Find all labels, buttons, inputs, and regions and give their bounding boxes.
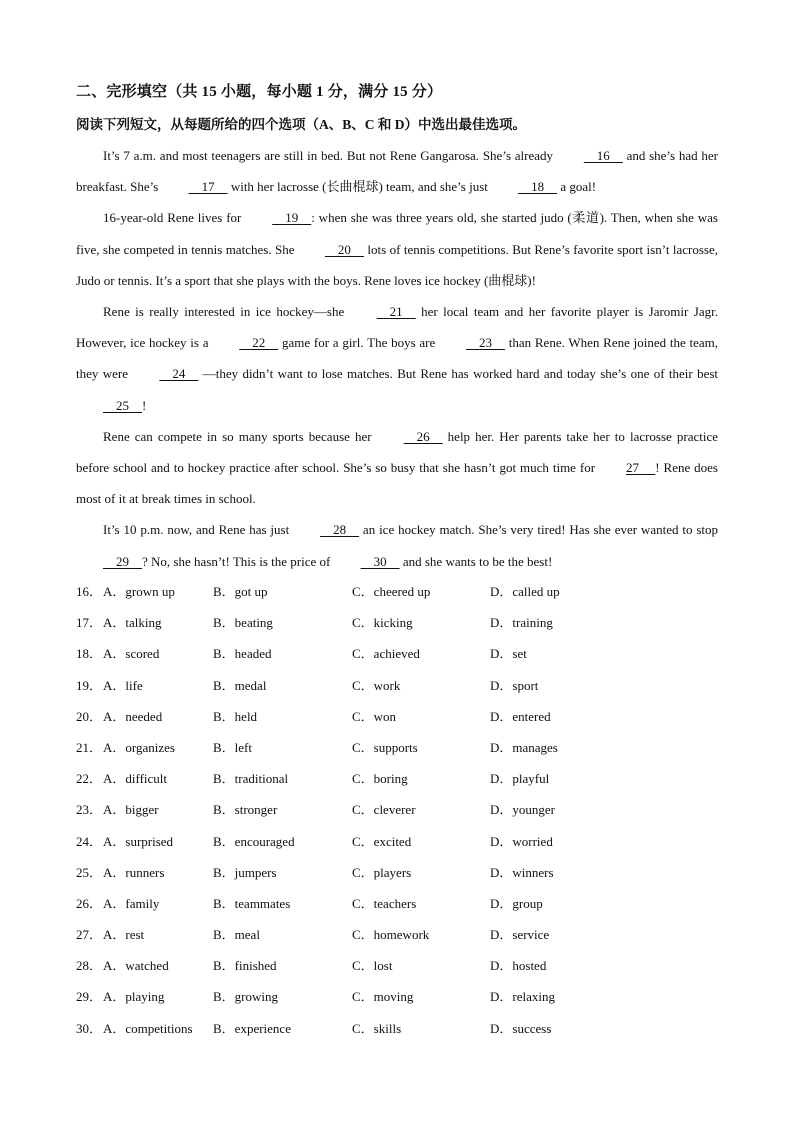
blank-23: 23	[466, 335, 506, 351]
option-c: C．moving	[352, 989, 414, 1005]
option-d: D．training	[490, 615, 553, 631]
option-a: A．life	[103, 677, 143, 693]
option-d: D．worried	[490, 833, 553, 849]
option-b: B．left	[213, 739, 252, 755]
option-b: B．got up	[213, 584, 268, 599]
passage-text: and she wants to be the best!	[399, 553, 553, 569]
option-d: D．manages	[490, 739, 558, 755]
blank-17: 17	[188, 179, 228, 195]
question-number: 30．	[76, 1020, 103, 1036]
blank-30: 30	[360, 553, 400, 569]
passage-text: 16-year-old Rene lives for	[103, 210, 246, 226]
question-row-30	[76, 1013, 736, 1044]
option-d: D．sport	[490, 677, 539, 693]
option-a: A．bigger	[103, 802, 159, 818]
question-number: 22．	[76, 771, 103, 787]
option-a: A．playing	[103, 989, 165, 1005]
option-b: B．finished	[213, 958, 277, 974]
option-c: C．cheered up	[352, 584, 431, 599]
option-b: B．encouraged	[213, 833, 295, 849]
passage-text: !	[142, 397, 147, 413]
question-number: 18．	[76, 646, 103, 662]
passage-text: lots of tennis competitions. But Rene’s favorite sport isn’t lacrosse, Judo or tennis. It’s a sport that she plays with the boys. Rene loves ice hockey (曲棍球)!	[76, 241, 718, 288]
option-a: A．organizes	[103, 739, 175, 755]
question-number: 19．	[76, 677, 103, 693]
question-number: 23．	[76, 802, 103, 818]
option-c: C．lost	[352, 958, 393, 974]
passage-text: Rene is really interested in ice hockey—she	[103, 304, 350, 320]
option-a: A．runners	[103, 864, 165, 880]
passage-text: a goal!	[557, 179, 597, 195]
blank-18: 18	[518, 179, 558, 195]
question-number: 20．	[76, 708, 103, 724]
option-a: A．grown up	[103, 584, 175, 599]
question-number: 25．	[76, 864, 103, 880]
option-c: C．excited	[352, 833, 412, 849]
passage-paragraph-3	[76, 296, 718, 421]
option-a: A．family	[103, 895, 160, 911]
option-a: A．surprised	[103, 833, 174, 849]
passage-text: It’s 7 a.m. and most teenagers are still in bed. But not Rene Gangarosa. She’s already	[103, 148, 557, 163]
blank-29: 29	[103, 553, 142, 569]
question-row-20	[76, 701, 736, 732]
option-d: D．entered	[490, 708, 551, 724]
passage-text: than Rene. When Rene joined the team, they were	[76, 335, 718, 382]
passage-paragraph-1	[76, 140, 718, 202]
question-row-16	[76, 576, 736, 607]
blank-28: 28	[320, 522, 360, 538]
section-title: 二、完形填空（共 15 小题，每小题 1 分，满分 15 分）	[76, 84, 443, 100]
question-row-29	[76, 981, 736, 1012]
question-row-24	[76, 826, 736, 857]
question-number: 21．	[76, 739, 103, 755]
passage-text: It’s 10 p.m. now, and Rene has just	[103, 522, 294, 538]
option-d: D．relaxing	[490, 989, 555, 1005]
question-row-18	[76, 638, 736, 669]
option-c: C．achieved	[352, 646, 420, 662]
passage-text: and she’s had her breakfast. She’s	[76, 148, 719, 195]
option-d: D．group	[490, 895, 543, 911]
blank-16: 16	[583, 148, 623, 163]
option-b: B．held	[213, 708, 258, 724]
option-a: A．competitions	[103, 1020, 193, 1036]
question-row-22	[76, 763, 736, 794]
question-row-21	[76, 732, 736, 763]
option-b: B．growing	[213, 989, 279, 1005]
option-d: D．younger	[490, 802, 555, 818]
option-c: C．teachers	[352, 895, 417, 911]
option-b: B．jumpers	[213, 864, 277, 880]
option-c: C．players	[352, 864, 412, 880]
option-d: D．hosted	[490, 958, 547, 974]
blank-24: 24	[159, 366, 199, 382]
passage-text: with her lacrosse (长曲棍球) team, and she’s just	[227, 179, 492, 195]
question-row-23	[76, 794, 736, 825]
option-d: D．playful	[490, 771, 550, 787]
passage-text: —they didn’t want to lose matches. But Rene has worked hard and today she’s one of their best	[198, 366, 719, 382]
passage-paragraph-2	[76, 202, 718, 296]
option-b: B．teammates	[213, 895, 291, 911]
option-b: B．stronger	[213, 802, 278, 818]
blank-26: 26	[403, 428, 443, 444]
option-d: D．called up	[490, 584, 560, 599]
option-c: C．skills	[352, 1020, 402, 1036]
passage-paragraph-4	[76, 421, 718, 515]
option-b: B．beating	[213, 615, 273, 631]
question-row-27	[76, 919, 736, 950]
passage-text: ? No, she hasn’t! This is the price of	[142, 553, 334, 569]
blank-20: 20	[324, 241, 364, 257]
option-d: D．service	[490, 927, 550, 943]
blank-21: 21	[376, 304, 416, 320]
option-c: C．homework	[352, 927, 430, 943]
passage-text: game for a girl. The boys are	[278, 335, 440, 351]
option-c: C．kicking	[352, 615, 413, 631]
question-row-19	[76, 670, 736, 701]
passage-text: her local team and her favorite player is Jaromir Jagr. However, ice hockey is a	[76, 304, 718, 351]
question-number: 17．	[76, 615, 103, 631]
option-a: A．scored	[103, 646, 160, 662]
blank-27: 27	[626, 460, 656, 476]
option-a: A．needed	[103, 708, 163, 724]
question-row-28	[76, 950, 736, 981]
option-c: C．boring	[352, 771, 408, 787]
option-c: C．cleverer	[352, 802, 416, 818]
option-b: B．meal	[213, 927, 260, 943]
question-number: 16．	[76, 584, 103, 599]
question-row-17	[76, 607, 736, 638]
question-number: 26．	[76, 895, 103, 911]
option-b: B．experience	[213, 1020, 291, 1036]
option-b: B．medal	[213, 677, 267, 693]
passage-text: : when she was three years old, she started judo (柔道). Then, when she was five, she competed in tennis matches. She	[76, 210, 718, 257]
option-c: C．supports	[352, 739, 418, 755]
option-a: A．talking	[103, 615, 162, 631]
question-number: 27．	[76, 927, 103, 943]
option-d: D．set	[490, 646, 527, 662]
question-number: 29．	[76, 989, 103, 1005]
option-b: B．headed	[213, 646, 272, 662]
passage-text: an ice hockey match. She’s very tired! Has she ever wanted to stop	[359, 522, 718, 538]
option-a: A．rest	[103, 927, 145, 943]
blank-22: 22	[239, 335, 279, 351]
question-number: 24．	[76, 833, 103, 849]
blank-19: 19	[272, 210, 312, 226]
question-number: 28．	[76, 958, 103, 974]
cloze-passage	[76, 140, 718, 577]
option-d: D．success	[490, 1020, 552, 1036]
question-row-26	[76, 888, 736, 919]
question-row-25	[76, 857, 736, 888]
answer-options	[76, 576, 736, 1044]
passage-text: help her. Her parents take her to lacrosse practice before school and to hockey practice after school. She’s so busy that she hasn’t got much time for	[76, 428, 719, 476]
passage-paragraph-5	[76, 514, 718, 576]
option-d: D．winners	[490, 864, 554, 880]
blank-25: 25	[103, 397, 142, 413]
option-a: A．watched	[103, 958, 169, 974]
passage-text: ! Rene does most of it at break times in school.	[76, 460, 718, 507]
option-a: A．difficult	[103, 771, 168, 787]
passage-text: Rene can compete in so many sports because her	[103, 428, 377, 444]
section-instruction: 阅读下列短文，从每题所给的四个选项（A、B、C 和 D）中选出最佳选项。	[76, 117, 527, 132]
option-c: C．won	[352, 708, 397, 724]
option-c: C．work	[352, 677, 401, 693]
option-b: B．traditional	[213, 771, 289, 787]
